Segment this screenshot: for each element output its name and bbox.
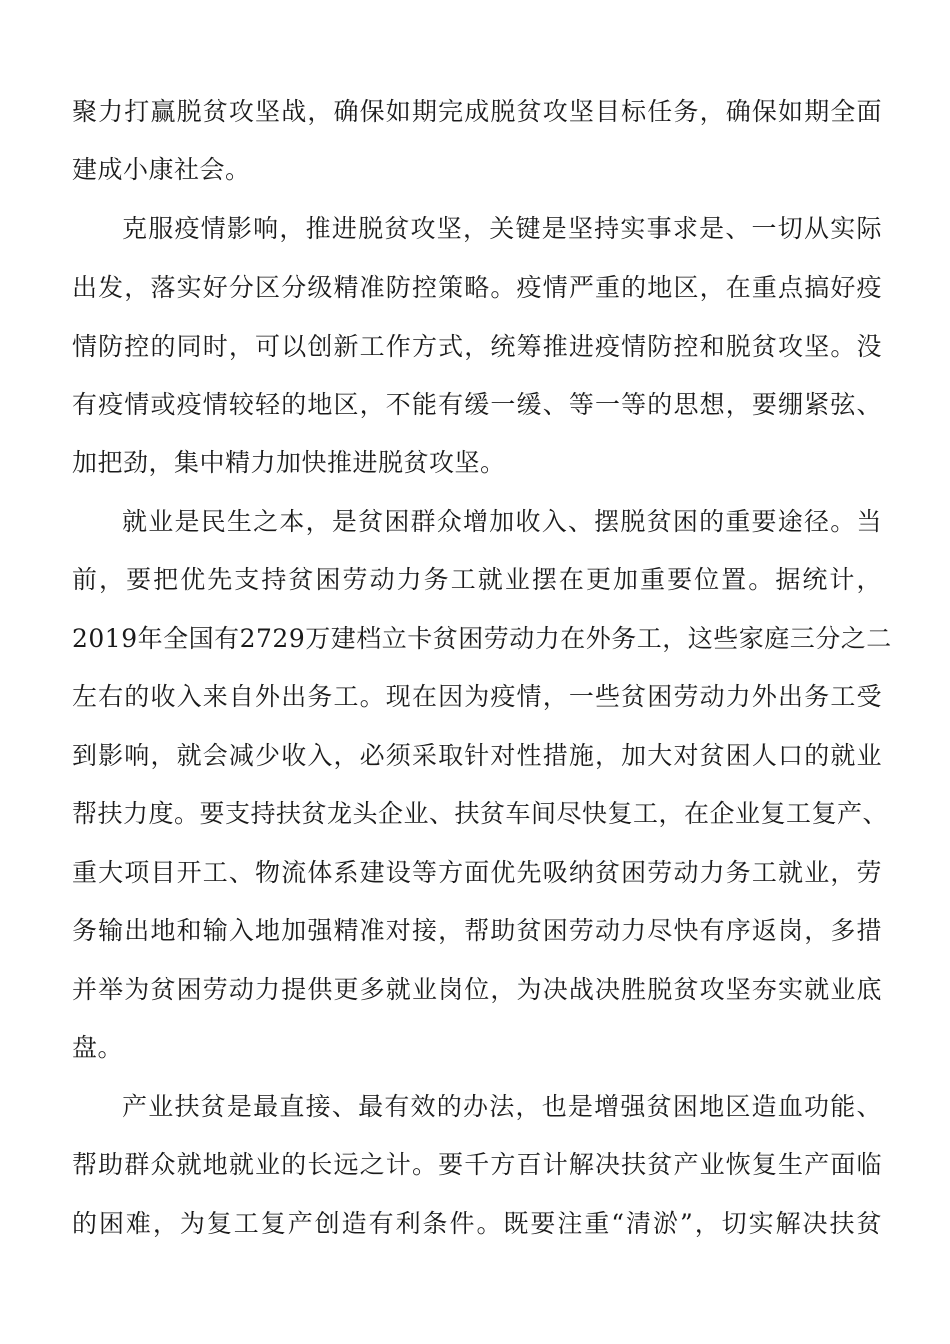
paragraph-3-line-7: 重大项目开工、物流体系建设等方面优先吸纳贫困劳动力务工就业，劳 [72,858,882,887]
paragraph-3-line-8: 务输出地和输入地加强精准对接，帮助贫困劳动力尽快有序返岗，多措 [72,916,882,945]
paragraph-2-line-4: 有疫情或疫情较轻的地区，不能有缓一缓、等一等的思想，要绷紧弦、 [72,390,882,419]
paragraph-3-line-10: 盘。 [72,1033,124,1062]
paragraph-3-line-5: 到影响，就会减少收入，必须采取针对性措施，加大对贫困人口的就业 [72,741,882,770]
paragraph-3-line-4: 左右的收入来自外出务工。现在因为疫情，一些贫困劳动力外出务工受 [72,682,882,711]
paragraph-2-line-1: 克服疫情影响，推进脱贫攻坚，关键是坚持实事求是、一切从实际 [122,214,882,243]
paragraph-4-line-2: 帮助群众就地就业的长远之计。要千方百计解决扶贫产业恢复生产面临 [72,1150,882,1179]
paragraph-2-line-2: 出发，落实好分区分级精准防控策略。疫情严重的地区，在重点搞好疫 [72,273,882,302]
paragraph-4-line-3: 的困难，为复工复产创造有利条件。既要注重“清淤”，切实解决扶贫 [72,1209,882,1238]
paragraph-3-line-2: 前，要把优先支持贫困劳动力务工就业摆在更加重要位置。据统计， [72,565,882,594]
paragraph-3-line-6: 帮扶力度。要支持扶贫龙头企业、扶贫车间尽快复工，在企业复工复产、 [72,799,889,828]
paragraph-1-line-2: 建成小康社会。 [72,155,251,184]
paragraph-3-line-3: 2019年全国有2729万建档立卡贫困劳动力在外务工，这些家庭三分之二 [72,624,892,653]
paragraph-3-line-1: 就业是民生之本，是贫困群众增加收入、摆脱贫困的重要途径。当 [122,507,882,536]
paragraph-2-line-5: 加把劲，集中精力加快推进脱贫攻坚。 [72,448,506,477]
paragraph-4-line-1: 产业扶贫是最直接、最有效的办法，也是增强贫困地区造血功能、 [122,1092,882,1121]
paragraph-2-line-3: 情防控的同时，可以创新工作方式，统筹推进疫情防控和脱贫攻坚。没 [72,332,882,361]
paragraph-1-line-1: 聚力打赢脱贫攻坚战，确保如期完成脱贫攻坚目标任务，确保如期全面 [72,97,882,126]
paragraph-3-line-9: 并举为贫困劳动力提供更多就业岗位，为决战决胜脱贫攻坚夯实就业底 [72,975,882,1004]
